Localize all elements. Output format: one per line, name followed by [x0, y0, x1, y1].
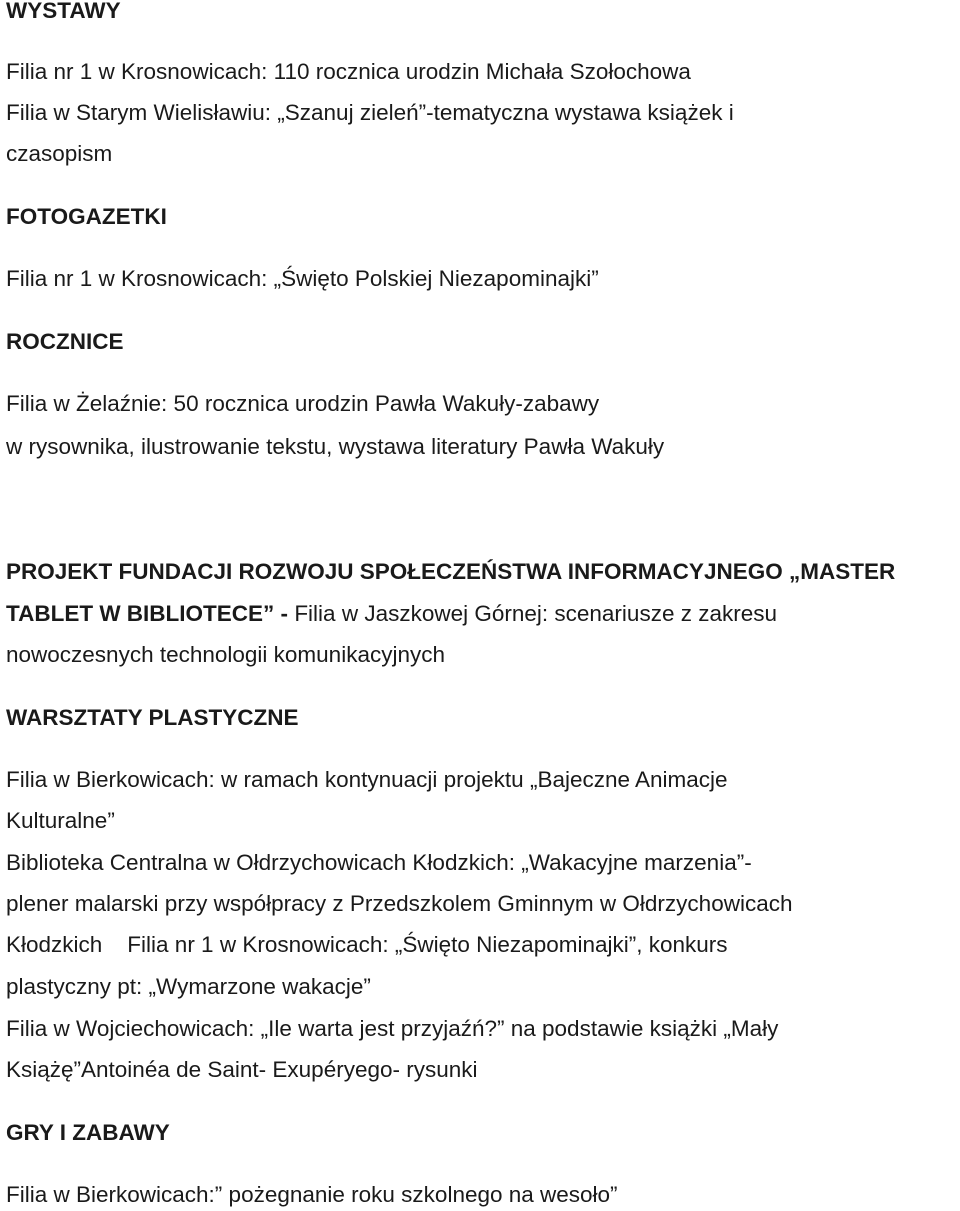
- gry-line-1: Filia w Bierkowicach:” pożegnanie roku szkolnego na wesoło”: [6, 1182, 618, 1207]
- projekt-title-line-2: TABLET W BIBLIOTECE” -: [6, 601, 289, 626]
- warsztaty-line-4: plener malarski przy współpracy z Przedszkolem Gminnym w Ołdrzychowicach: [6, 891, 793, 916]
- section-title-rocznice: ROCZNICE: [6, 329, 124, 354]
- projekt-title-line-1: PROJEKT FUNDACJI ROZWOJU SPOŁECZEŃSTWA INFORMACYJNEGO „MASTER: [6, 559, 896, 584]
- fotogazetki-line-1: Filia nr 1 w Krosnowicach: „Święto Polskiej Niezapominajki”: [6, 266, 599, 291]
- wystawy-line-1: Filia nr 1 w Krosnowicach: 110 rocznica urodzin Michała Szołochowa: [6, 59, 691, 84]
- rocznice-line-1: Filia w Żelaźnie: 50 rocznica urodzin Pawła Wakuły-zabawy: [6, 391, 600, 416]
- section-title-fotogazetki: FOTOGAZETKI: [6, 204, 167, 229]
- warsztaty-line-8: Książę”Antoinéa de Saint- Exupéryego- rysunki: [6, 1057, 478, 1082]
- projekt-line-2: [6, 599, 777, 629]
- section-title-gry: GRY I ZABAWY: [6, 1120, 170, 1145]
- section-title-wystawy: WYSTAWY: [6, 0, 121, 23]
- document-page: [6, 0, 958, 1211]
- projekt-line-3: nowoczesnych technologii komunikacyjnych: [6, 642, 445, 667]
- projekt-description: Filia w Jaszkowej Górnej: scenariusze z zakresu: [288, 601, 777, 626]
- section-title-warsztaty: WARSZTATY PLASTYCZNE: [6, 705, 299, 730]
- warsztaty-line-7: Filia w Wojciechowicach: „Ile warta jest przyjaźń?” na podstawie książki „Mały: [6, 1016, 779, 1041]
- warsztaty-line-3: Biblioteka Centralna w Ołdrzychowicach Kłodzkich: „Wakacyjne marzenia”-: [6, 850, 752, 875]
- wystawy-line-3: czasopism: [6, 141, 113, 166]
- warsztaty-line-5: Kłodzkich Filia nr 1 w Krosnowicach: „Święto Niezapominajki”, konkurs: [6, 932, 728, 957]
- wystawy-line-2: Filia w Starym Wielisławiu: „Szanuj zieleń”-tematyczna wystawa książek i: [6, 100, 734, 125]
- warsztaty-line-6: plastyczny pt: „Wymarzone wakacje”: [6, 974, 371, 999]
- warsztaty-line-2: Kulturalne”: [6, 808, 115, 833]
- rocznice-line-2: w rysownika, ilustrowanie tekstu, wystawa literatury Pawła Wakuły: [6, 434, 665, 459]
- warsztaty-line-1: Filia w Bierkowicach: w ramach kontynuacji projektu „Bajeczne Animacje: [6, 767, 728, 792]
